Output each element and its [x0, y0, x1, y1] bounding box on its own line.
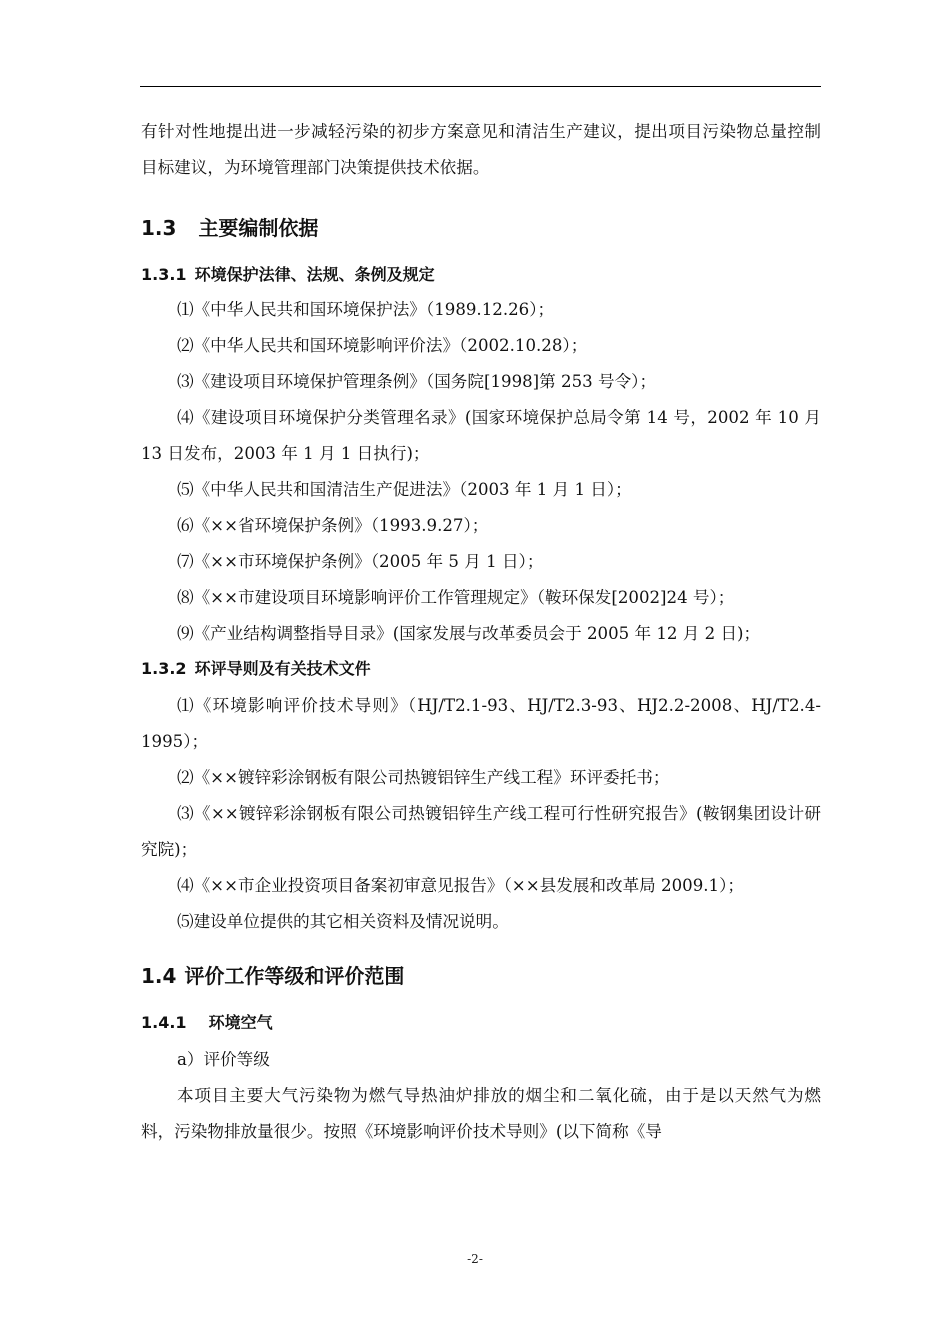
guideline-item: ⑷《××市企业投资项目备案初审意见报告》（××县发展和改革局 2009.1）；	[177, 876, 744, 895]
section-number: 1.4	[141, 964, 177, 988]
section-title: 主要编制依据	[198, 216, 319, 240]
evaluation-level-label: a）评价等级	[177, 1050, 270, 1069]
page-number: -2-	[467, 1252, 483, 1266]
law-item: ⑼《产业结构调整指导目录》(国家发展与改革委员会于 2005 年 12 月 2 日)；	[177, 624, 761, 643]
section-1-3-2-heading	[141, 656, 821, 682]
subsection-number: 1.3.1	[141, 265, 187, 284]
section-title: 评价工作等级和评价范围	[184, 964, 405, 988]
header-rule	[140, 86, 821, 87]
law-item: ⑶《建设项目环境保护管理条例》（国务院[1998]第 253 号令）；	[177, 372, 657, 391]
guideline-item: ⑵《××镀锌彩涂钢板有限公司热镀铝锌生产线工程》环评委托书；	[177, 768, 670, 787]
subsection-title: 环境保护法律、法规、条例及规定	[194, 265, 435, 284]
guideline-item: ⑴《环境影响评价技术导则》（HJ/T2.1-93、HJ/T2.3-93、HJ2.2-2008、HJ/T2.4-1995）；	[141, 696, 821, 751]
subsection-title: 环评导则及有关技术文件	[194, 659, 371, 678]
law-item: ⑷《建设项目环境保护分类管理名录》(国家环境保护总局令第 14 号，2002 年 10 月 13 日发布，2003 年 1 月 1 日执行)；	[141, 408, 821, 463]
air-paragraph: 本项目主要大气污染物为燃气导热油炉排放的烟尘和二氧化硫，由于是以天然气为燃料，污染物排放量很少。按照《环境影响评价技术导则》(以下简称《导	[141, 1086, 821, 1141]
intro-paragraph: 有针对性地提出进一步减轻污染的初步方案意见和清洁生产建议，提出项目污染物总量控制目标建议，为环境管理部门决策提供技术依据。	[141, 122, 821, 177]
law-item: ⑴《中华人民共和国环境保护法》（1989.12.26）；	[177, 300, 555, 319]
law-item: ⑺《××市环境保护条例》（2005 年 5 月 1 日）；	[177, 552, 544, 571]
law-item: ⑵《中华人民共和国环境影响评价法》（2002.10.28）；	[177, 336, 588, 355]
law-item: ⑹《××省环境保护条例》（1993.9.27）；	[177, 516, 489, 535]
section-1-3-heading	[141, 214, 821, 242]
guideline-item: ⑸建设单位提供的其它相关资料及情况说明。	[177, 912, 509, 931]
subsection-title: 环境空气	[208, 1013, 273, 1032]
guideline-item: ⑶《××镀锌彩涂钢板有限公司热镀铝锌生产线工程可行性研究报告》(鞍钢集团设计研究院)；	[141, 804, 821, 859]
document-body	[141, 114, 821, 1150]
section-1-4-1-heading	[141, 1010, 821, 1036]
section-number: 1.3	[141, 216, 177, 240]
subsection-number: 1.3.2	[141, 659, 187, 678]
law-item: ⑻《××市建设项目环境影响评价工作管理规定》（鞍环保发[2002]24 号）；	[177, 588, 735, 607]
section-1-4-heading	[141, 962, 821, 990]
section-1-3-1-heading	[141, 262, 821, 288]
subsection-number: 1.4.1	[141, 1013, 187, 1032]
law-item: ⑸《中华人民共和国清洁生产促进法》（2003 年 1 月 1 日）；	[177, 480, 632, 499]
